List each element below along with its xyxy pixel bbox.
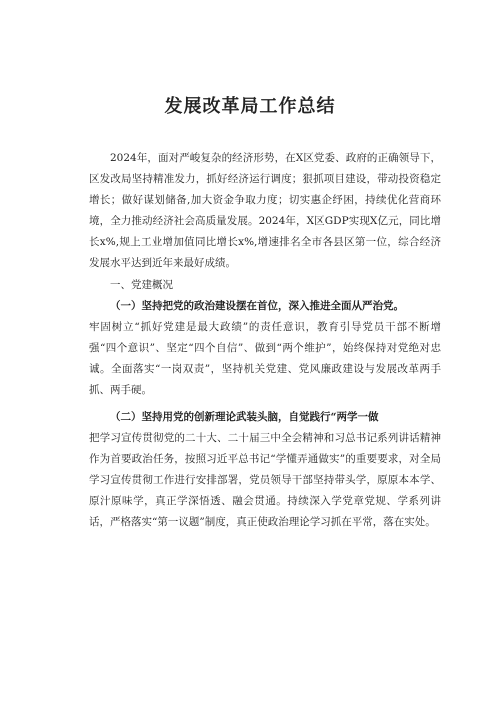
subsection-heading-theory-study: （二）坚持用党的创新理论武装头脑，自觉践行“两学一做 [110,411,379,423]
subsection-body-political-building: 牢固树立“抓好党建是最大政绩”的责任意识，教育引导党员干部不断增强“四个意识”、坚定“四个自信”、做到“两个维护”，始终保持对党绝对忠诚。全面落实“一岗双责”，坚持机关党建、党风廉政建设与发展改革两手抓、两手硬。 [89,321,441,396]
subsection-body-theory-study: 把学习宣传贯彻党的二十大、二十届三中全会精神和习总书记系列讲话精神作为首要政治任务，按照习近平总书记“学懂弄通做实”的重要要求，对全局学习宣传贯彻工作进行安排部署，党员领导干部坚持带头学，原原本本学、原汁原味学，真正学深悟透、融会贯通。持续深入学党章党规、学系列讲话，严格落实“第一议题”制度，真正使政治理论学习抓在平常，落在实处。 [89,432,441,528]
intro-paragraph: 2024年，面对严峻复杂的经济形势，在X区党委、政府的正确领导下，区发改局坚持精准发力，抓好经济运行调度；狠抓项目建设，带动投资稳定增长；做好谋划储备,加大资金争取力度；切实惠企纾困，持续优化营商环境，全力推动经济社会高质量发展。2024年，X区GDP实现X亿元，同比增长x%,规上工业增加值同比增长x%,增速排名全市各县区第一位，综合经济发展水平达到近年来最好成绩。 [89,152,441,269]
subsection-heading-political-building: （一）坚持把党的政治建设摆在首位，深入推进全面从严治党。 [110,300,404,312]
document-body [89,148,441,533]
section-heading-party-building: 一、党建概况 [110,279,173,291]
document-title: 发展改革局工作总结 [164,96,336,117]
